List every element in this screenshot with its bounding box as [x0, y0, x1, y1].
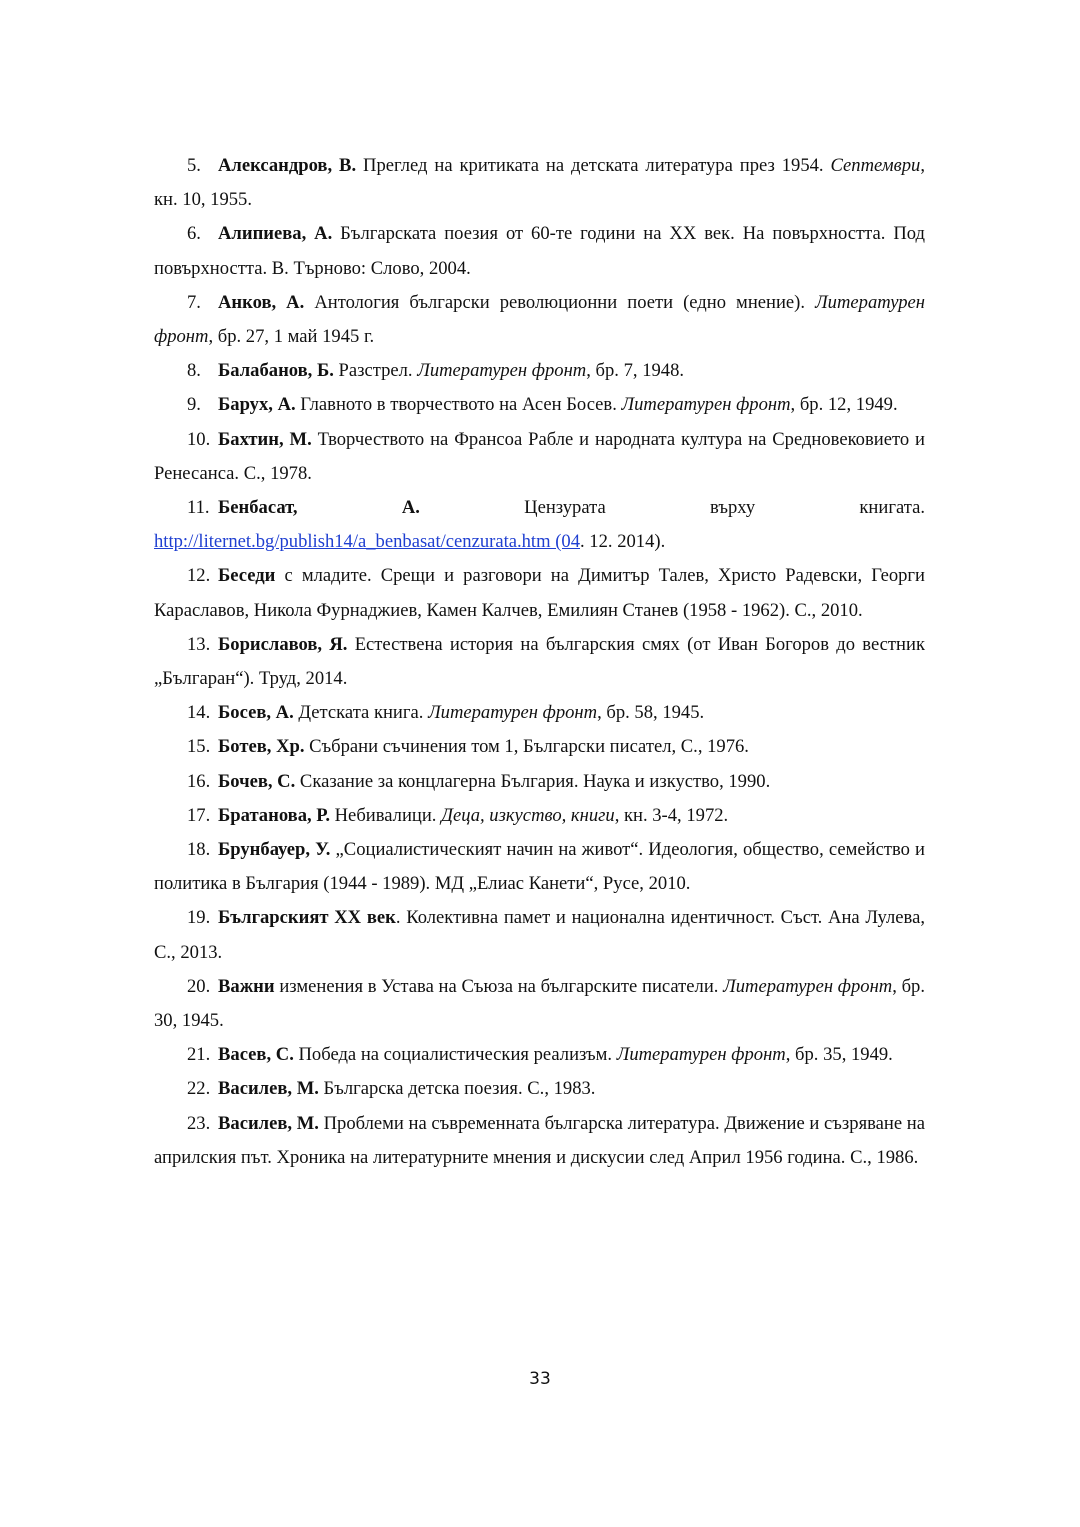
reference-number: 13. [187, 633, 211, 655]
reference-text: Българската поезия от 60-те години на XX век. На повърхността. Под повърхността. В. Търново: Слово, 2004. [154, 223, 926, 279]
reference-journal: Литературен фронт [621, 394, 791, 416]
reference-author: Брунбауер, У. [218, 839, 331, 861]
reference-link[interactable]: http://liternet.bg/publish14/a_benbasat/cenzurata.htm (04 [154, 531, 580, 553]
reference-entry [154, 559, 925, 627]
reference-journal: Литературен фронт [417, 360, 587, 382]
reference-author: Ботев, Хр. [218, 736, 305, 758]
reference-text: , бр. 27, 1 май 1945 г. [208, 326, 375, 348]
reference-text: . 12. 2014). [580, 531, 666, 553]
reference-entry [154, 1072, 925, 1106]
reference-entry [154, 1107, 925, 1175]
reference-entry [154, 970, 925, 1038]
reference-journal: Литературен фронт [428, 702, 598, 724]
reference-text: Преглед на критиката на детската литература през 1954. [356, 155, 831, 176]
reference-entry [154, 423, 925, 491]
reference-author: Анков, А. [218, 291, 305, 313]
reference-author: Бочев, С. [218, 770, 296, 792]
reference-number: 11. [187, 497, 210, 519]
reference-author: Бенбасат, А. [218, 497, 420, 519]
reference-author: Александров, В. [218, 155, 357, 176]
reference-entry [154, 388, 925, 422]
reference-author: Бахтин, М. [218, 428, 312, 450]
reference-text: Сказание за концлагерна България. Наука и изкуство, 1990. [295, 770, 771, 792]
reference-author: Барух, А. [218, 394, 296, 416]
reference-number: 15. [187, 736, 211, 758]
reference-entry [154, 354, 925, 388]
reference-number: 6. [187, 223, 201, 245]
reference-author: Беседи [218, 565, 276, 587]
reference-text: Разстрел. [333, 360, 418, 382]
reference-number: 17. [187, 804, 211, 826]
reference-text: изменения в Устава на Съюза на българските писатели. [274, 975, 724, 997]
reference-text: , бр. 7, 1948. [586, 360, 685, 382]
reference-text: с младите. Срещи и разговори на Димитър Талев, Христо Радевски, Георги Караславов, Никола Фурнаджиев, Камен Калчев, Емилиян Станев (1958 - 1962). С., 2010. [154, 565, 925, 621]
reference-text: Естествена история на българския смях (от Иван Богоров до вестник „Българан“). Труд, 2014. [154, 633, 925, 690]
reference-number: 16. [187, 770, 211, 792]
reference-entry [154, 833, 925, 901]
reference-author: Босев, А. [218, 702, 294, 724]
reference-text: , кн. 10, 1955. [154, 155, 925, 211]
reference-text: , кн. 3-4, 1972. [614, 804, 729, 826]
reference-entry-continuation [154, 525, 925, 559]
reference-text: „Социалистическият начин на живот“. Идеология, общество, семейство и политика в България (1944 - 1989). МД „Елиас Канети“, Русе, 2010. [154, 839, 925, 895]
reference-entry [154, 628, 925, 696]
reference-author: Балабанов, Б. [218, 360, 334, 382]
reference-text: Цензурата върху книгата. [419, 497, 925, 519]
reference-number: 20. [187, 975, 211, 997]
reference-number: 5. [187, 155, 201, 176]
reference-author: Братанова, Р. [218, 804, 330, 826]
reference-entry [154, 1038, 925, 1072]
reference-text: , бр. 30, 1945. [154, 975, 925, 1032]
reference-number: 18. [187, 839, 211, 861]
reference-number: 23. [187, 1112, 211, 1134]
reference-entry [154, 696, 925, 730]
reference-number: 19. [187, 907, 211, 929]
reference-text: Българска детска поезия. С., 1983. [318, 1078, 596, 1100]
reference-journal: Септември [830, 155, 921, 176]
reference-entry [154, 799, 925, 833]
reference-entry [154, 217, 925, 285]
reference-author: Васев, С. [218, 1044, 294, 1066]
reference-text: Небивалици. [329, 804, 442, 826]
reference-number: 7. [187, 291, 201, 313]
reference-number: 14. [187, 702, 211, 724]
reference-entry [154, 730, 925, 764]
reference-author: Василев, М. [218, 1112, 319, 1134]
reference-number: 8. [187, 360, 201, 382]
page-number: 33 [529, 1369, 551, 1389]
reference-journal: Литературен фронт [154, 291, 925, 348]
bibliography-list [154, 149, 925, 1175]
reference-number: 22. [187, 1078, 211, 1100]
reference-entry [154, 286, 925, 354]
reference-text: Събрани съчинения том 1, Български писател, С., 1976. [304, 736, 749, 758]
reference-text: Антология български революционни поети (едно мнение). [304, 291, 816, 313]
reference-text: . Колективна памет и национална идентичност. Съст. Ана Лулева, С., 2013. [154, 907, 925, 963]
reference-text: Победа на социалистическия реализъм. [293, 1044, 617, 1066]
reference-text: Проблеми на съвременната българска литература. Движение и съзряване на априлския път. Хроника на литературните мнения и дискусии след Април 1956 година. С., 1986. [154, 1112, 925, 1168]
reference-author: Българският XX век [218, 907, 396, 929]
reference-author: Бориславов, Я. [218, 633, 348, 655]
reference-number: 10. [187, 428, 211, 450]
reference-text: , бр. 58, 1945. [597, 702, 705, 724]
reference-entry [154, 149, 925, 217]
reference-author: Василев, М. [218, 1078, 319, 1100]
reference-number: 12. [187, 565, 211, 587]
reference-text: Детската книга. [293, 702, 429, 724]
reference-author: Важни [218, 975, 275, 997]
reference-author: Алипиева, А. [218, 223, 333, 245]
reference-journal: Литературен фронт [723, 975, 893, 997]
reference-journal: Литературен фронт [616, 1044, 786, 1066]
reference-text: , бр. 35, 1949. [785, 1044, 893, 1066]
reference-entry [154, 765, 925, 799]
reference-journal: Деца, изкуство, книги [441, 804, 615, 826]
reference-text: Главното в творчеството на Асен Босев. [295, 394, 622, 416]
reference-entry [154, 901, 925, 969]
reference-text: Творчеството на Франсоа Рабле и народната култура на Средновековието и Ренесанса. С., 1978. [154, 428, 925, 484]
reference-number: 21. [187, 1044, 211, 1066]
reference-number: 9. [187, 394, 201, 416]
reference-entry [154, 491, 925, 525]
reference-text: , бр. 12, 1949. [790, 394, 898, 416]
